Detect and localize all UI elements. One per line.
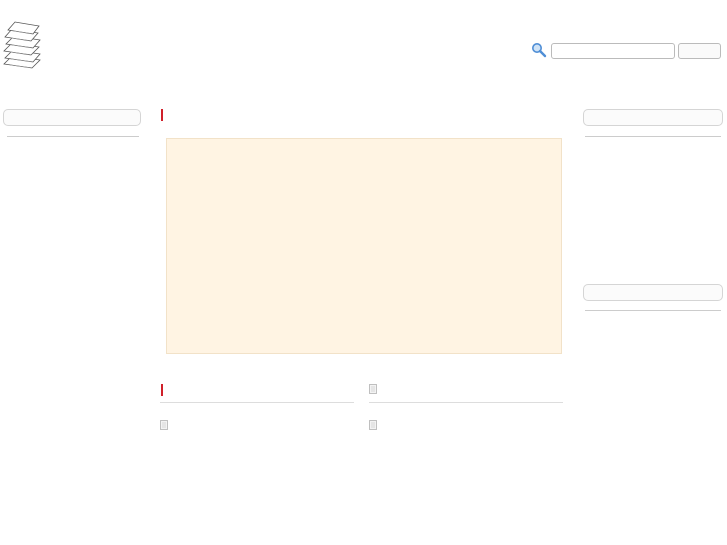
- divider: [160, 402, 354, 403]
- document-icon: [369, 420, 377, 430]
- top-articles-heading: [583, 284, 723, 301]
- section-marker: [161, 109, 163, 121]
- document-icon: [369, 384, 377, 394]
- archive-heading: [583, 109, 723, 126]
- divider: [585, 310, 721, 311]
- categories-heading: [3, 109, 141, 126]
- search-icon: [531, 42, 547, 58]
- stacked-papers-icon[interactable]: [2, 20, 42, 72]
- article-excerpt: [160, 461, 355, 545]
- divider: [585, 136, 721, 137]
- search-button[interactable]: [678, 43, 721, 59]
- intro-box: [166, 138, 562, 354]
- divider: [369, 402, 563, 403]
- article-meta: [369, 432, 564, 444]
- section-marker: [161, 384, 163, 396]
- divider: [7, 136, 139, 137]
- article-excerpt: [369, 484, 564, 545]
- search-input[interactable]: [551, 43, 675, 59]
- document-icon: [160, 420, 168, 430]
